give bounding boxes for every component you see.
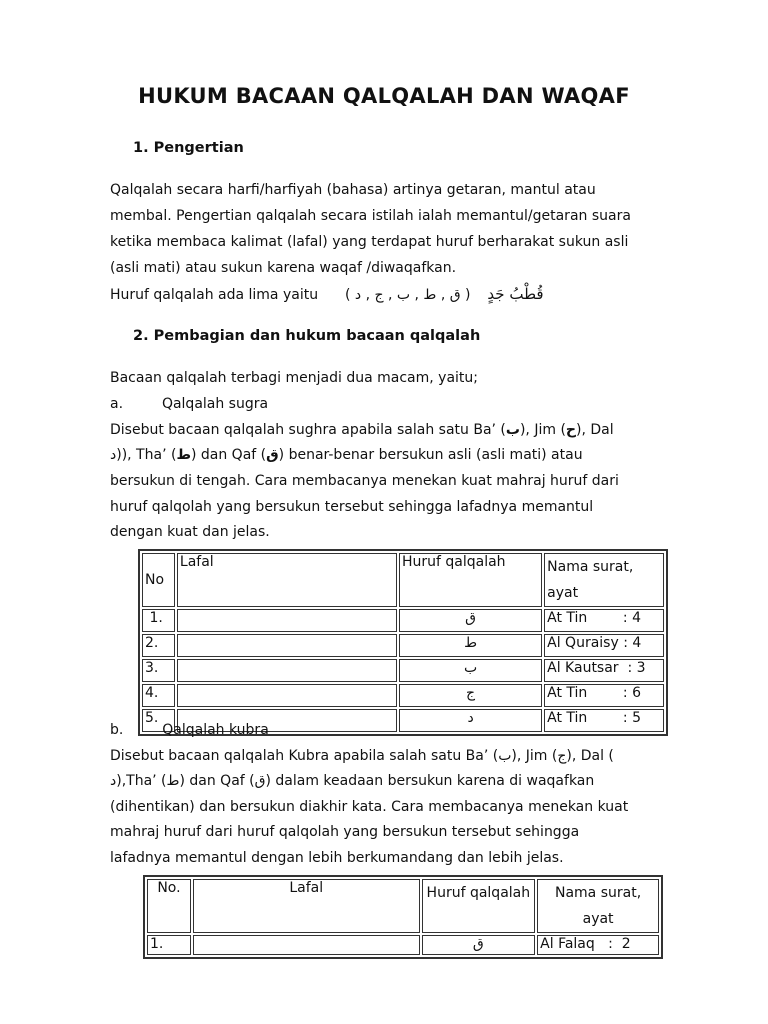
cell-lafal xyxy=(177,684,397,707)
subsection-kubra xyxy=(110,722,269,738)
cell-no: 5. xyxy=(142,709,175,732)
section-heading-pembagian: 2. Pembagian dan hukum bacaan qalqalah xyxy=(133,328,481,344)
text-run: د)), Tha’ ( xyxy=(110,447,177,463)
paragraph-line xyxy=(110,447,583,463)
paragraph-line: lafadnya memantul dengan lebih berkumandang dan lebih jelas. xyxy=(110,850,564,866)
table-row xyxy=(142,634,664,657)
cell-no: 4. xyxy=(142,684,175,707)
paragraph-line: huruf qalqolah yang bersukun tersebut sehingga lafadnya memantul xyxy=(110,499,594,515)
table-row xyxy=(147,935,659,955)
subsection-label: Qalqalah kubra xyxy=(162,722,269,738)
paragraph-line: Disebut bacaan qalqalah Kubra apabila salah satu Ba’ (ب), Jim (ج), Dal ( xyxy=(110,748,614,764)
arabic-letter: ق xyxy=(266,447,279,463)
cell-no: 1. xyxy=(147,935,191,955)
header-cell-no: No. xyxy=(147,879,191,933)
table-header-row xyxy=(147,879,659,933)
paragraph-line: membal. Pengertian qalqalah secara istilah ialah memantul/getaran suara xyxy=(110,208,631,224)
text-run: ) dan Qaf ( xyxy=(190,447,267,463)
arabic-letter: ط xyxy=(176,447,191,463)
header-cell-lafal: Lafal xyxy=(177,553,397,607)
cell-huruf: ق xyxy=(399,609,542,632)
table-qalqalah-sugra xyxy=(138,549,668,736)
header-cell-surat: Nama surat, ayat xyxy=(544,553,664,607)
subsection-label: Qalqalah sugra xyxy=(161,396,269,412)
table-qalqalah-kubra xyxy=(143,875,663,959)
cell-lafal xyxy=(177,634,397,657)
cell-surat: At Tin : 6 xyxy=(544,684,664,707)
text-run: ), Jim ( xyxy=(519,422,566,438)
header-cell-lafal: Lafal xyxy=(193,879,420,933)
text-run: ) benar-benar bersukun asli (asli mati) atau xyxy=(278,447,583,463)
cell-lafal xyxy=(177,609,397,632)
arabic-letter: ب xyxy=(505,422,520,438)
cell-huruf: ب xyxy=(399,659,542,682)
cell-lafal xyxy=(177,659,397,682)
header-cell-huruf: Huruf qalqalah xyxy=(399,553,542,607)
paragraph-line: bersukun di tengah. Cara membacanya menekan kuat mahraj huruf dari xyxy=(110,473,619,489)
cell-surat: Al Kautsar : 3 xyxy=(544,659,664,682)
paragraph-line: dengan kuat dan jelas. xyxy=(110,524,270,540)
paragraph-line: (asli mati) atau sukun karena waqaf /diwaqafkan. xyxy=(110,260,457,276)
cell-huruf: د xyxy=(399,709,542,732)
header-cell-no: No xyxy=(142,553,175,607)
cell-no: 3. xyxy=(142,659,175,682)
cell-huruf: ط xyxy=(399,634,542,657)
table-header-row xyxy=(142,553,664,607)
cell-huruf: ق xyxy=(422,935,536,955)
paragraph-line: Qalqalah secara harfi/harfiyah (bahasa) artinya getaran, mantul atau xyxy=(110,182,596,198)
paragraph-line xyxy=(110,422,614,438)
paragraph-line: (dihentikan) dan bersukun diakhir kata. Cara membacanya menekan kuat xyxy=(110,799,629,815)
huruf-qalqalah-line xyxy=(110,285,544,303)
cell-no: 1. xyxy=(142,609,175,632)
subsection-sugra xyxy=(110,396,268,412)
cell-huruf: ج xyxy=(399,684,542,707)
header-cell-huruf: Huruf qalqalah xyxy=(422,879,536,933)
cell-surat: Al Quraisy : 4 xyxy=(544,634,664,657)
arabic-letters: ( ق , ط , ب , ج , د ) xyxy=(345,287,471,303)
paragraph-line: Bacaan qalqalah terbagi menjadi dua macam, yaitu; xyxy=(110,370,478,386)
cell-surat: At Tin : 4 xyxy=(544,609,664,632)
paragraph-line: د),Tha’ (ط) dan Qaf (ق) dalam keadaan bersukun karena di waqafkan xyxy=(110,773,595,789)
list-marker: a. xyxy=(110,396,124,412)
arabic-phrase: قُطْبُ جَدٍ xyxy=(487,285,544,303)
table-row xyxy=(142,684,664,707)
huruf-label: Huruf qalqalah ada lima yaitu xyxy=(110,287,319,303)
arabic-letter: ح xyxy=(565,422,576,438)
cell-surat: At Tin : 5 xyxy=(544,709,664,732)
paragraph-line: ketika membaca kalimat (lafal) yang terdapat huruf berharakat sukun asli xyxy=(110,234,629,250)
text-run: ), Dal xyxy=(576,422,614,438)
text-run: Disebut bacaan qalqalah sughra apabila salah satu Ba’ ( xyxy=(110,422,506,438)
table-row xyxy=(142,609,664,632)
cell-no: 2. xyxy=(142,634,175,657)
paragraph-line: mahraj huruf dari huruf qalqolah yang bersukun tersebut sehingga xyxy=(110,824,580,840)
section-heading-pengertian: 1. Pengertian xyxy=(133,140,244,156)
cell-surat: Al Falaq : 2 xyxy=(537,935,659,955)
cell-lafal xyxy=(193,935,420,955)
page-title: HUKUM BACAAN QALQALAH DAN WAQAF xyxy=(138,84,630,108)
list-marker: b. xyxy=(110,722,124,738)
header-cell-surat: Nama surat, ayat xyxy=(537,879,659,933)
table-row xyxy=(142,659,664,682)
